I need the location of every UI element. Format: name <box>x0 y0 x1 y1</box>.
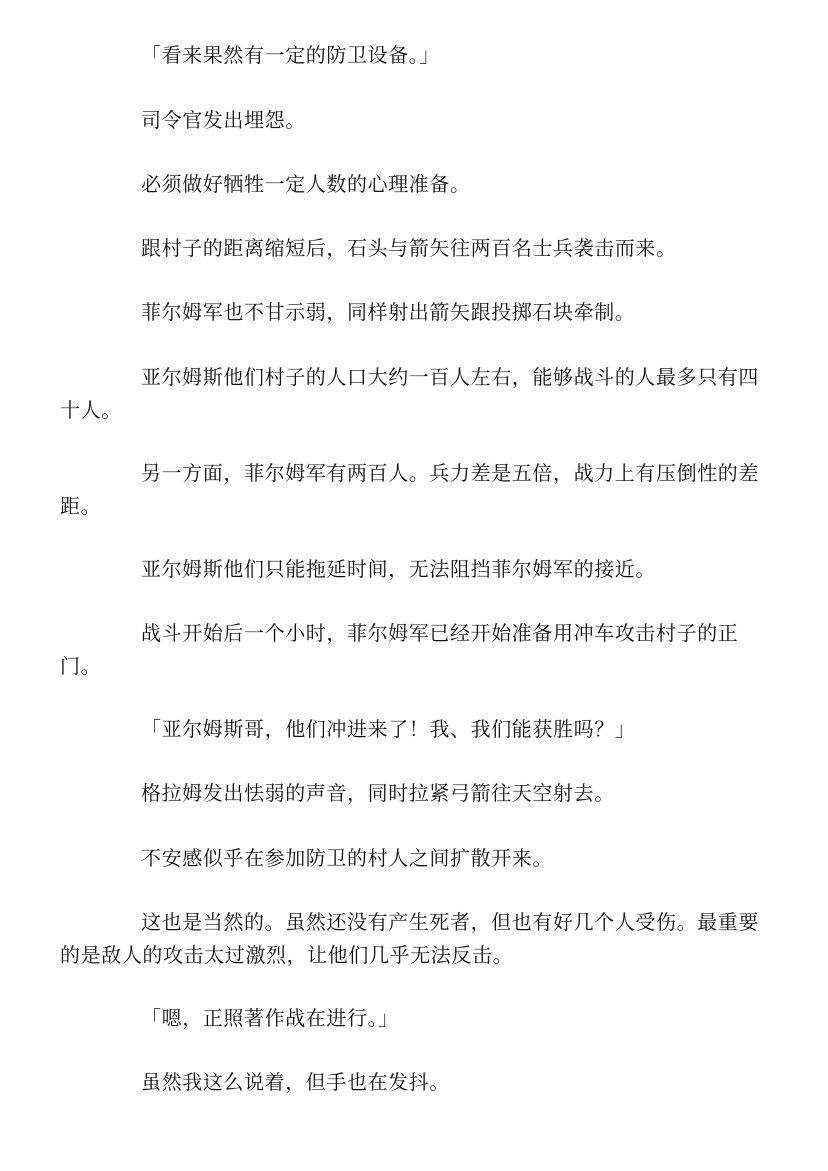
paragraph: 不安感似乎在参加防卫的村人之间扩散开来。 <box>141 846 553 870</box>
paragraph: 这也是当然的。虽然还没有产生死者，但也有好几个人受伤。最重要的是敌人的攻击太过激烈，让他们几乎无法反击。 <box>60 910 759 967</box>
paragraph: 「亚尔姆斯哥，他们冲进来了！我、我们能获胜吗？」 <box>141 717 636 741</box>
paragraph: 战斗开始后一个小时，菲尔姆军已经开始准备用冲车攻击村子的正门。 <box>60 621 739 678</box>
paragraph: 格拉姆发出怯弱的声音，同时拉紧弓箭往天空射去。 <box>141 781 615 805</box>
paragraph: 跟村子的距离缩短后，石头与箭矢往两百名士兵袭击而来。 <box>141 236 677 260</box>
paragraph: 「看来果然有一定的防卫设备。」 <box>141 43 440 67</box>
paragraph: 亚尔姆斯他们村子的人口大约一百人左右，能够战斗的人最多只有四十人。 <box>60 365 759 422</box>
paragraph: 另一方面，菲尔姆军有两百人。兵力差是五倍，战力上有压倒性的差距。 <box>60 461 759 518</box>
paragraph: 虽然我这么说着，但手也在发抖。 <box>141 1070 450 1094</box>
paragraph: 亚尔姆斯他们只能拖延时间，无法阻挡菲尔姆军的接近。 <box>141 557 656 581</box>
paragraph: 菲尔姆军也不甘示弱，同样射出箭矢跟投掷石块牵制。 <box>141 300 636 324</box>
paragraph: 「嗯，正照著作战在进行。」 <box>141 1006 399 1030</box>
paragraph: 必须做好牺牲一定人数的心理准备。 <box>141 172 471 196</box>
paragraph: 司令官发出埋怨。 <box>141 108 306 132</box>
